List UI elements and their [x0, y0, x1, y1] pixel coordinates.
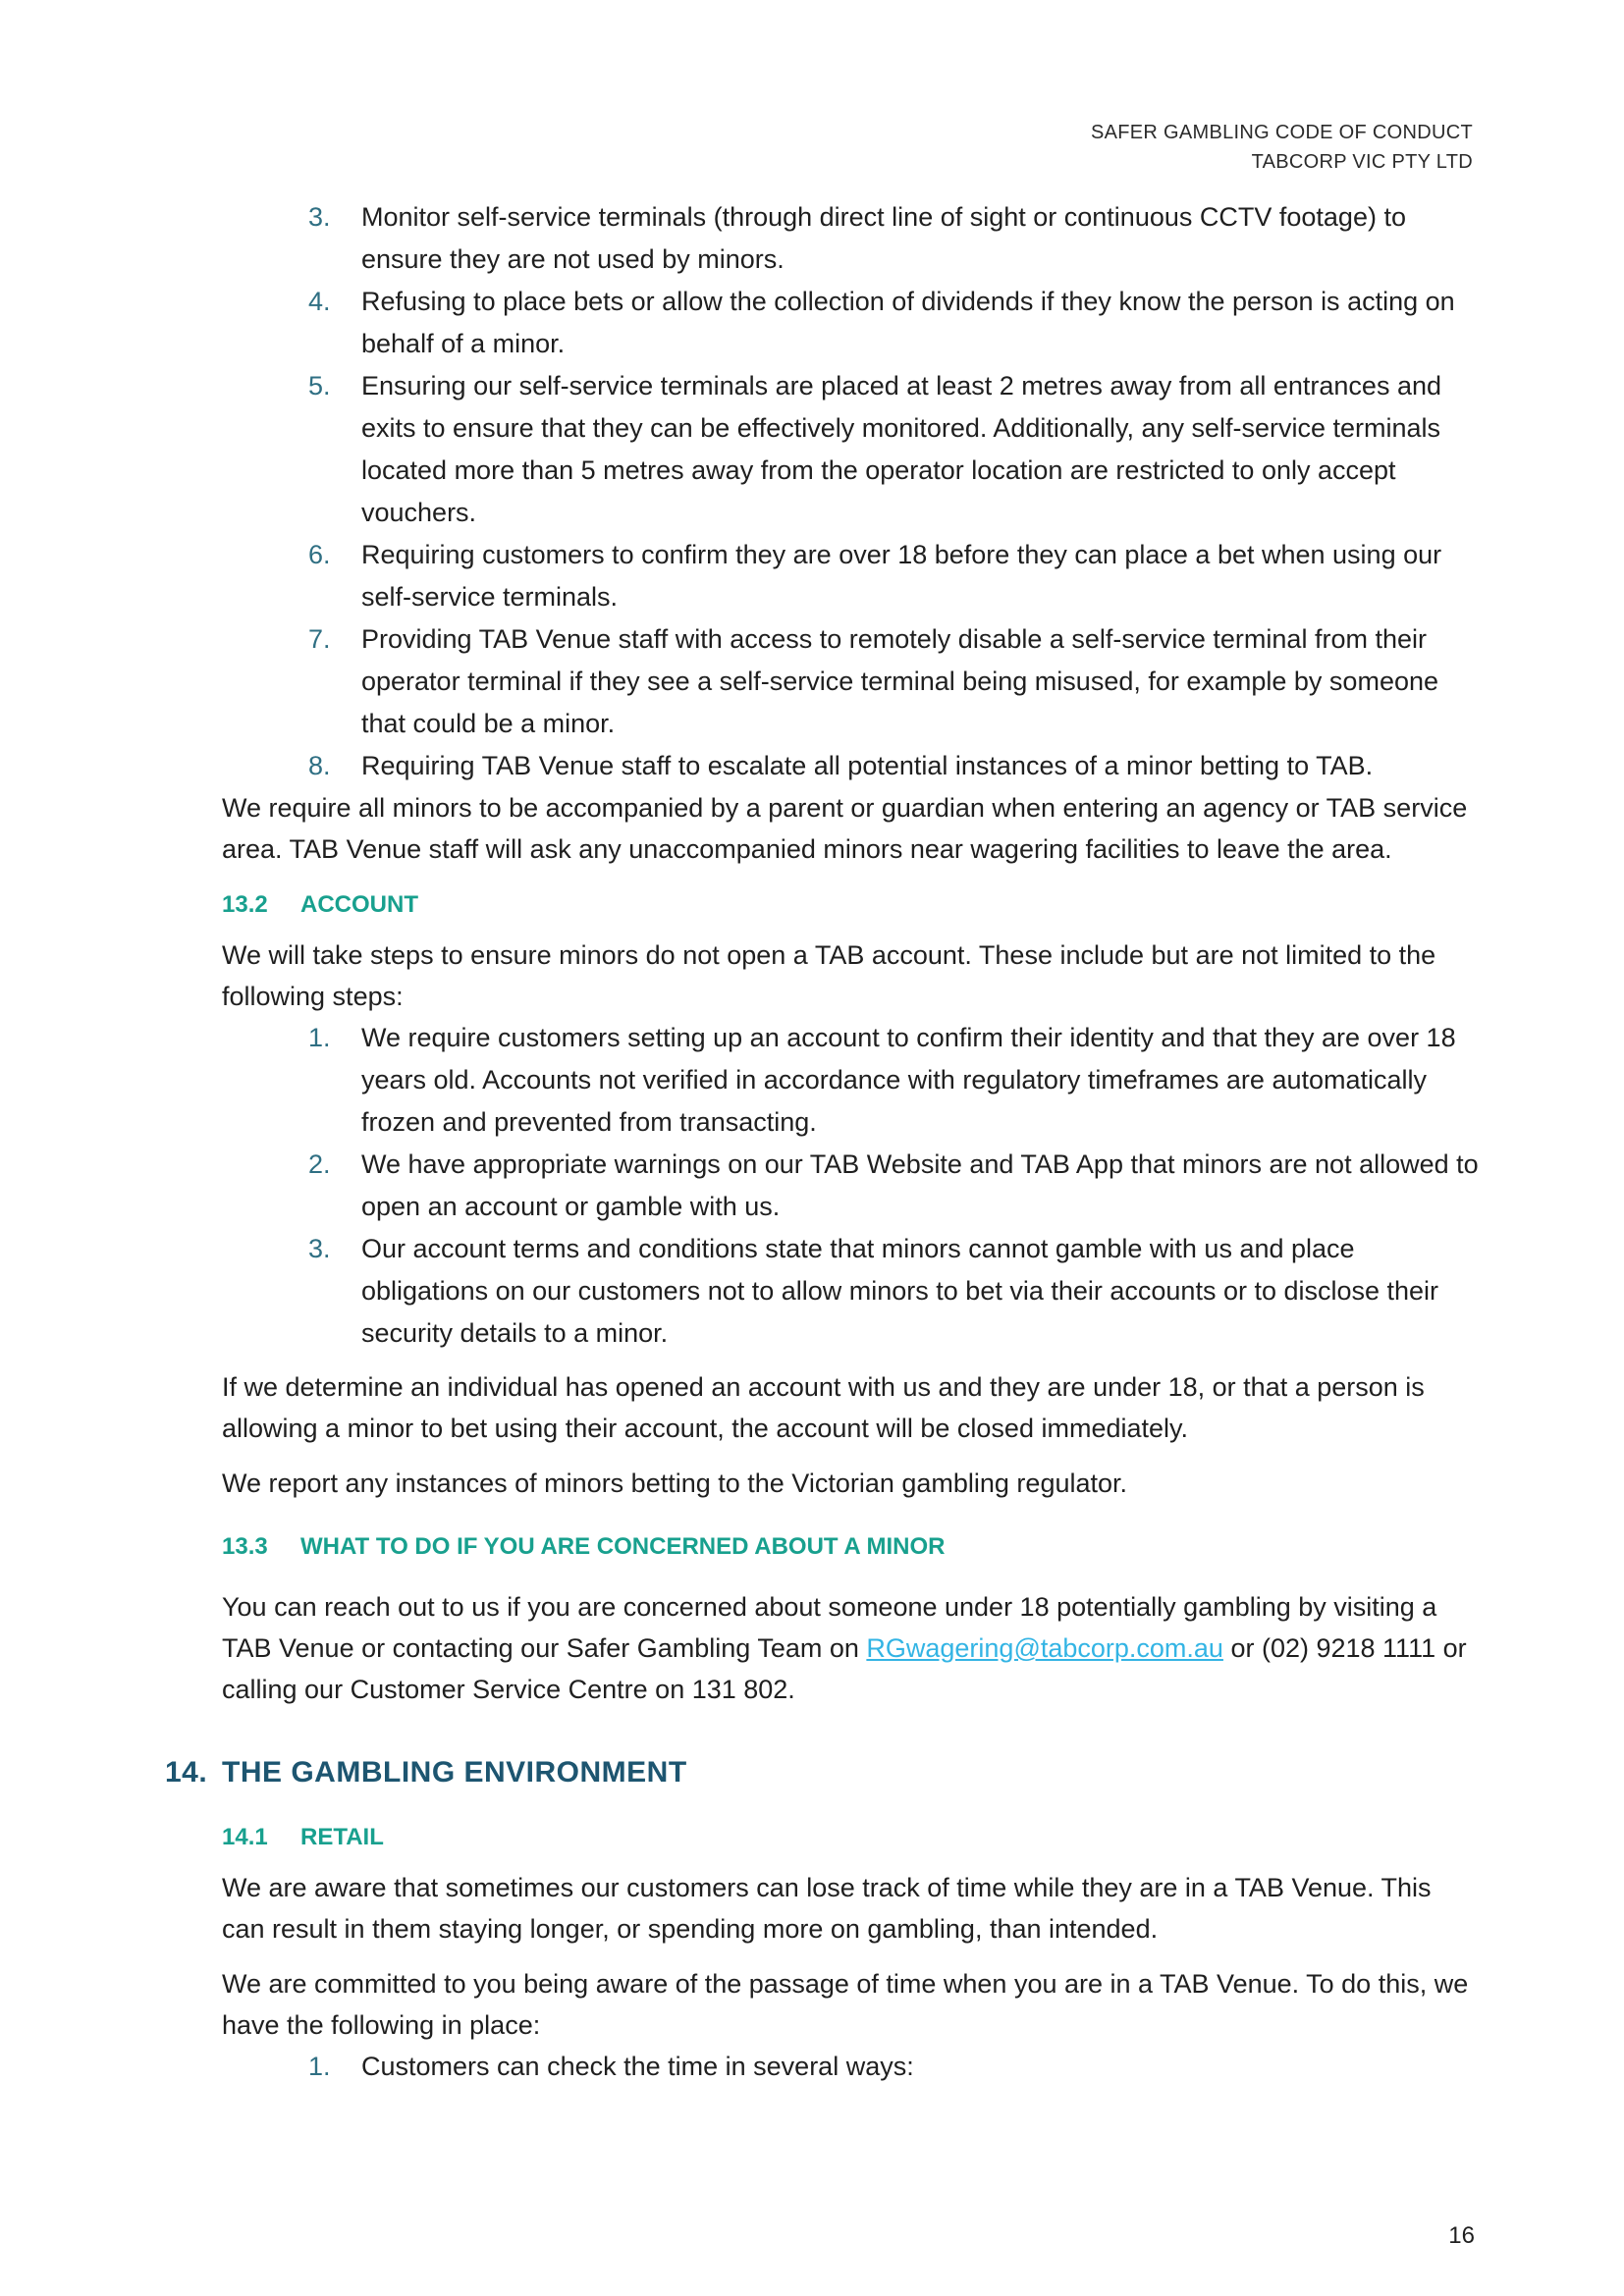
- paragraph-concerned-minor: [222, 1586, 1479, 1710]
- list-item-number: 1.: [308, 1023, 331, 1052]
- list-item: [222, 2046, 1479, 2088]
- section-heading-13-2: [222, 887, 1479, 923]
- list-item: [222, 745, 1479, 787]
- page-content: [165, 196, 1479, 2088]
- list-item-text: Providing TAB Venue staff with access to remotely disable a self-service terminal from their operator terminal if they see a self-service terminal being misused, for example by someone that could be a minor.: [361, 624, 1439, 738]
- section-heading-14: [165, 1753, 1479, 1792]
- list-item: [222, 1144, 1479, 1228]
- section-heading-13-3: [222, 1529, 1479, 1565]
- list-item-number: 1.: [308, 2052, 331, 2081]
- account-list: [222, 1017, 1479, 1355]
- section-number: 14.: [165, 1756, 208, 1789]
- text-segment: You can reach out to us if you are concerned about someone under 18 potentially gambling by visiting a TAB Venue or contacting our Safer Gambling Team on: [222, 1592, 1437, 1663]
- paragraph-accompanied: We require all minors to be accompanied by a parent or guardian when entering an agency or TAB service area. TAB Venue staff will ask any unaccompanied minors near wagering facilities to leave the area.: [222, 793, 1468, 864]
- list-item: [222, 618, 1479, 745]
- minors-retail-list: [222, 196, 1479, 787]
- list-item-text: Customers can check the time in several ways:: [361, 2052, 914, 2081]
- text-segment: or (02) 9218 1111 or calling our Customer Service Centre on 131 802.: [222, 1633, 1467, 1704]
- header-line-1: SAFER GAMBLING CODE OF CONDUCT: [1090, 122, 1473, 143]
- list-item-number: 2.: [308, 1149, 331, 1179]
- list-item-number: 3.: [308, 1234, 331, 1263]
- page-header: [1091, 118, 1473, 177]
- list-item: [222, 1228, 1479, 1355]
- list-item: [222, 281, 1479, 365]
- section-title: ACCOUNT: [300, 891, 418, 918]
- list-item-text: Our account terms and conditions state that minors cannot gamble with us and place obligations on our customers not to allow minors to bet via their accounts or to disclose their security details to a minor.: [361, 1234, 1439, 1348]
- paragraph-account-closed: If we determine an individual has opened an account with us and they are under 18, or that a person is allowing a minor to bet using their account, the account will be closed immediately.: [222, 1372, 1425, 1443]
- paragraph-report-regulator: We report any instances of minors betting to the Victorian gambling regulator.: [222, 1468, 1128, 1498]
- section-heading-14-1: [222, 1820, 1479, 1855]
- paragraph-retail-2: We are committed to you being aware of the passage of time when you are in a TAB Venue. To do this, we have the following in place:: [222, 1969, 1469, 2040]
- list-item: [222, 534, 1479, 618]
- paragraph-retail-1: We are aware that sometimes our customers can lose track of time while they are in a TAB Venue. This can result in them staying longer, or spending more on gambling, than intended.: [222, 1873, 1432, 1944]
- list-item-text: Requiring TAB Venue staff to escalate all potential instances of a minor betting to TAB.: [361, 751, 1374, 780]
- retail-list: [222, 2046, 1479, 2088]
- header-line-2: TABCORP VIC PTY LTD: [1251, 151, 1473, 173]
- list-item-text: We require customers setting up an account to confirm their identity and that they are over 18 years old. Accounts not verified in accordance with regulatory timeframes are automatically frozen and prevented from transacting.: [361, 1023, 1456, 1137]
- section-title: THE GAMBLING ENVIRONMENT: [222, 1756, 687, 1789]
- list-item: [222, 196, 1479, 281]
- list-item-number: 6.: [308, 540, 331, 569]
- list-item-number: 8.: [308, 751, 331, 780]
- paragraph-account-intro: We will take steps to ensure minors do not open a TAB account. These include but are not limited to the following steps:: [222, 940, 1436, 1011]
- section-number: 14.1: [222, 1824, 268, 1850]
- list-item-text: Monitor self-service terminals (through direct line of sight or continuous CCTV footage) to ensure they are not used by minors.: [361, 202, 1406, 274]
- list-item: [222, 365, 1479, 534]
- section-title: WHAT TO DO IF YOU ARE CONCERNED ABOUT A MINOR: [300, 1533, 946, 1560]
- email-link[interactable]: RGwagering@tabcorp.com.au: [866, 1633, 1223, 1663]
- list-item-text: Refusing to place bets or allow the collection of dividends if they know the person is acting on behalf of a minor.: [361, 287, 1455, 358]
- list-item-number: 7.: [308, 624, 331, 654]
- section-title: RETAIL: [300, 1824, 384, 1850]
- page-number: 16: [1448, 2222, 1475, 2249]
- list-item: [222, 1017, 1479, 1144]
- list-item-number: 4.: [308, 287, 331, 316]
- list-item-text: Requiring customers to confirm they are over 18 before they can place a bet when using our self-service terminals.: [361, 540, 1442, 612]
- section-number: 13.2: [222, 891, 268, 918]
- list-item-number: 3.: [308, 202, 331, 232]
- list-item-text: Ensuring our self-service terminals are placed at least 2 metres away from all entrances and exits to ensure that they can be effectively monitored. Additionally, any self-service terminals located more than 5 metres away from the operator location are restricted to only accept vouchers.: [361, 371, 1441, 527]
- list-item-text: We have appropriate warnings on our TAB Website and TAB App that minors are not allowed to open an account or gamble with us.: [361, 1149, 1479, 1221]
- list-item-number: 5.: [308, 371, 331, 400]
- section-number: 13.3: [222, 1533, 268, 1560]
